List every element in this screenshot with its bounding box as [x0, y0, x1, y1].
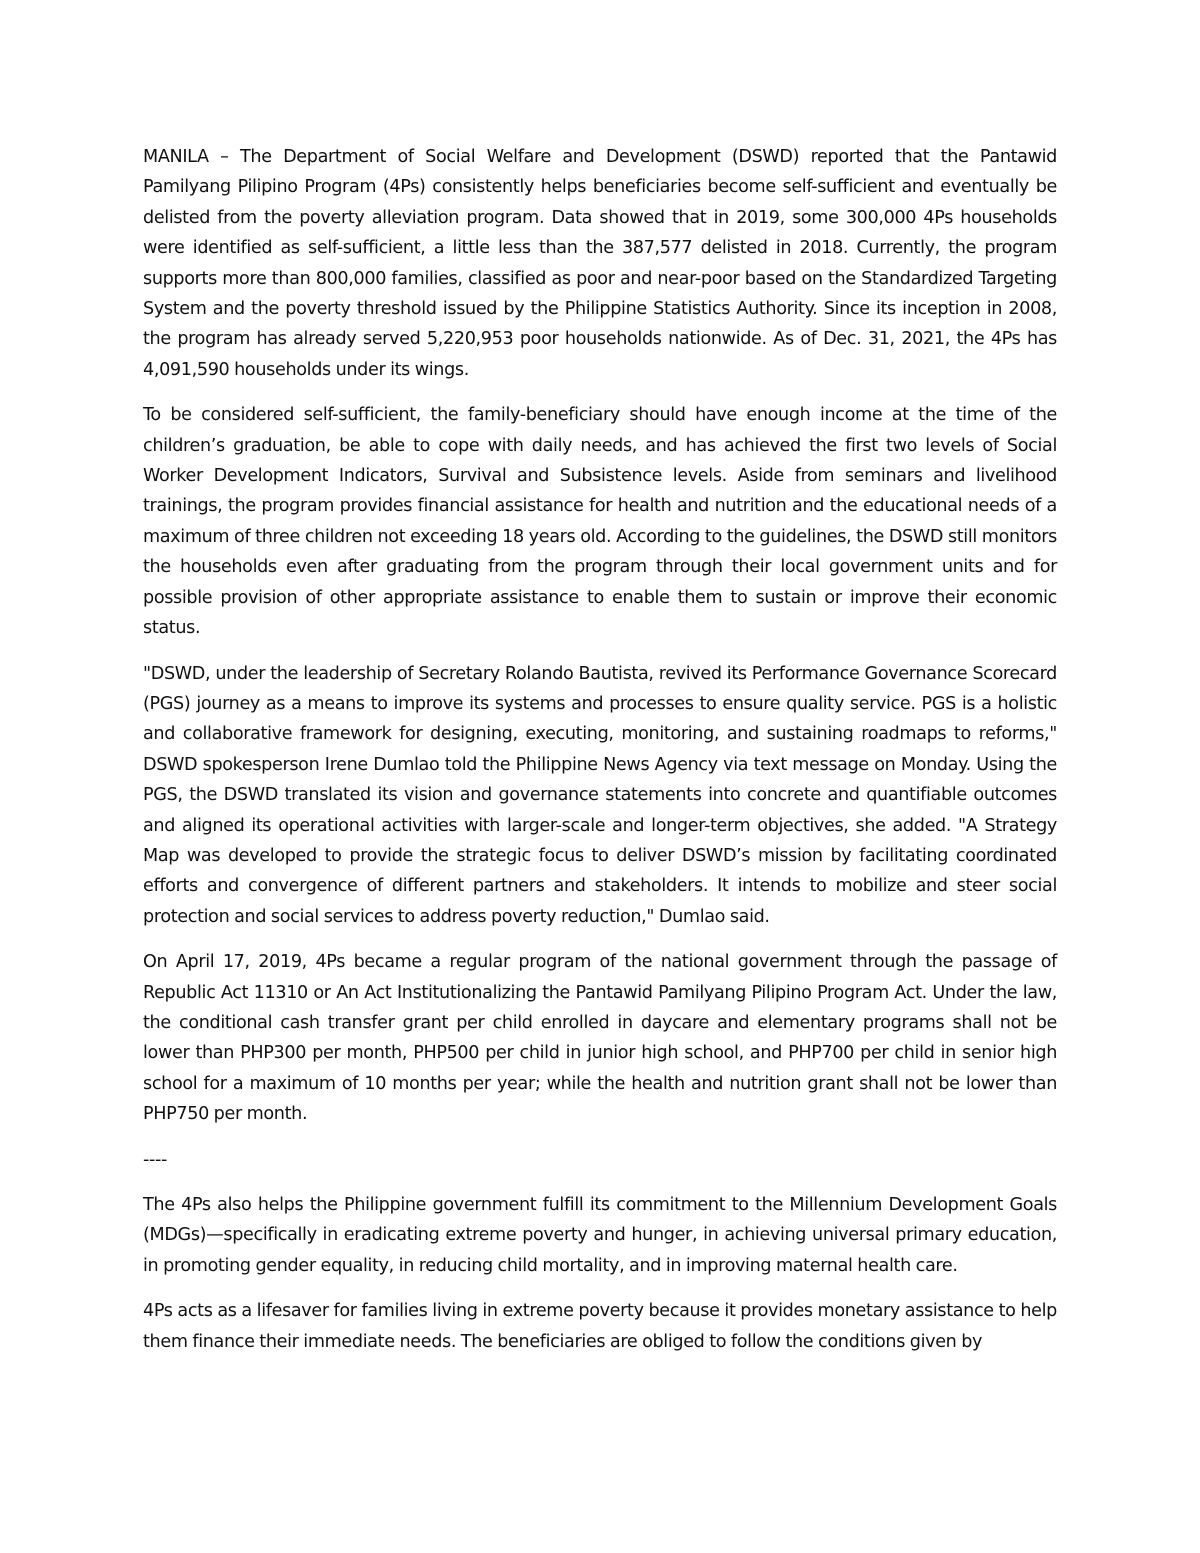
paragraph-ra-11310: On April 17, 2019, 4Ps became a regular program of the national government through the passage of Republic Act 11310 or An Act Institutionalizing the Pantawid Pamilyang Pilipino Program Act. Under the law, the conditional cash transfer grant per child enrolled in daycare and elementary programs shall not be lower than PHP300 per month, PHP500 per child in junior high school, and PHP700 per child in senior high school for a maximum of 10 months per year; while the health and nutrition grant shall not be lower than PHP750 per month. — [143, 952, 1057, 1125]
paragraph-lifesaver: 4Ps acts as a lifesaver for families living in extreme poverty because it provides monetary assistance to help them finance their immediate needs. The beneficiaries are obliged to follow the conditions given by — [143, 1301, 1057, 1352]
document-body — [143, 142, 1057, 1372]
paragraph-mdgs: The 4Ps also helps the Philippine government fulfill its commitment to the Millennium Development Goals (MDGs)—specifically in eradicating extreme poverty and hunger, in achieving universal primary education, in promoting gender equality, in reducing child mortality, and in improving maternal health care. — [143, 1195, 1057, 1276]
paragraph-self-sufficiency: To be considered self-sufficient, the family-beneficiary should have enough income at the time of the children’s graduation, be able to cope with daily needs, and has achieved the first two levels of Social Worker Development Indicators, Survival and Subsistence levels. Aside from seminars and livelihood trainings, the program provides financial assistance for health and nutrition and the educational needs of a maximum of three children not exceeding 18 years old. According to the guidelines, the DSWD still monitors the households even after graduating from the program through their local government units and for possible provision of other appropriate assistance to enable them to sustain or improve their economic status. — [143, 405, 1057, 639]
paragraph-pgs-quote: "DSWD, under the leadership of Secretary Rolando Bautista, revived its Performance Governance Scorecard (PGS) journey as a means to improve its systems and processes to ensure quality service. PGS is a holistic and collaborative framework for designing, executing, monitoring, and sustaining roadmaps to reforms," DSWD spokesperson Irene Dumlao told the Philippine News Agency via text message on Monday. Using the PGS, the DSWD translated its vision and governance statements into concrete and quantifiable outcomes and aligned its operational activities with larger-scale and longer-term objectives, she added. "A Strategy Map was developed to provide the strategic focus to deliver DSWD’s mission by facilitating coordinated efforts and convergence of different partners and stakeholders. It intends to mobilize and steer social protection and social services to address poverty reduction," Dumlao said. — [143, 663, 1057, 927]
paragraph-dswd-report: MANILA – The Department of Social Welfare and Development (DSWD) reported that the Pantawid Pamilyang Pilipino Program (4Ps) consistently helps beneficiaries become self-sufficient and eventually be delisted from the poverty alleviation program. Data showed that in 2019, some 300,000 4Ps households were identified as self-sufficient, a little less than the 387,577 delisted in 2018. Currently, the program supports more than 800,000 families, classified as poor and near-poor based on the Standardized Targeting System and the poverty threshold issued by the Philippine Statistics Authority. Since its inception in 2008, the program has already served 5,220,953 poor households nationwide. As of Dec. 31, 2021, the 4Ps has 4,091,590 households under its wings. — [143, 147, 1057, 380]
section-separator: ---- — [143, 1149, 167, 1170]
